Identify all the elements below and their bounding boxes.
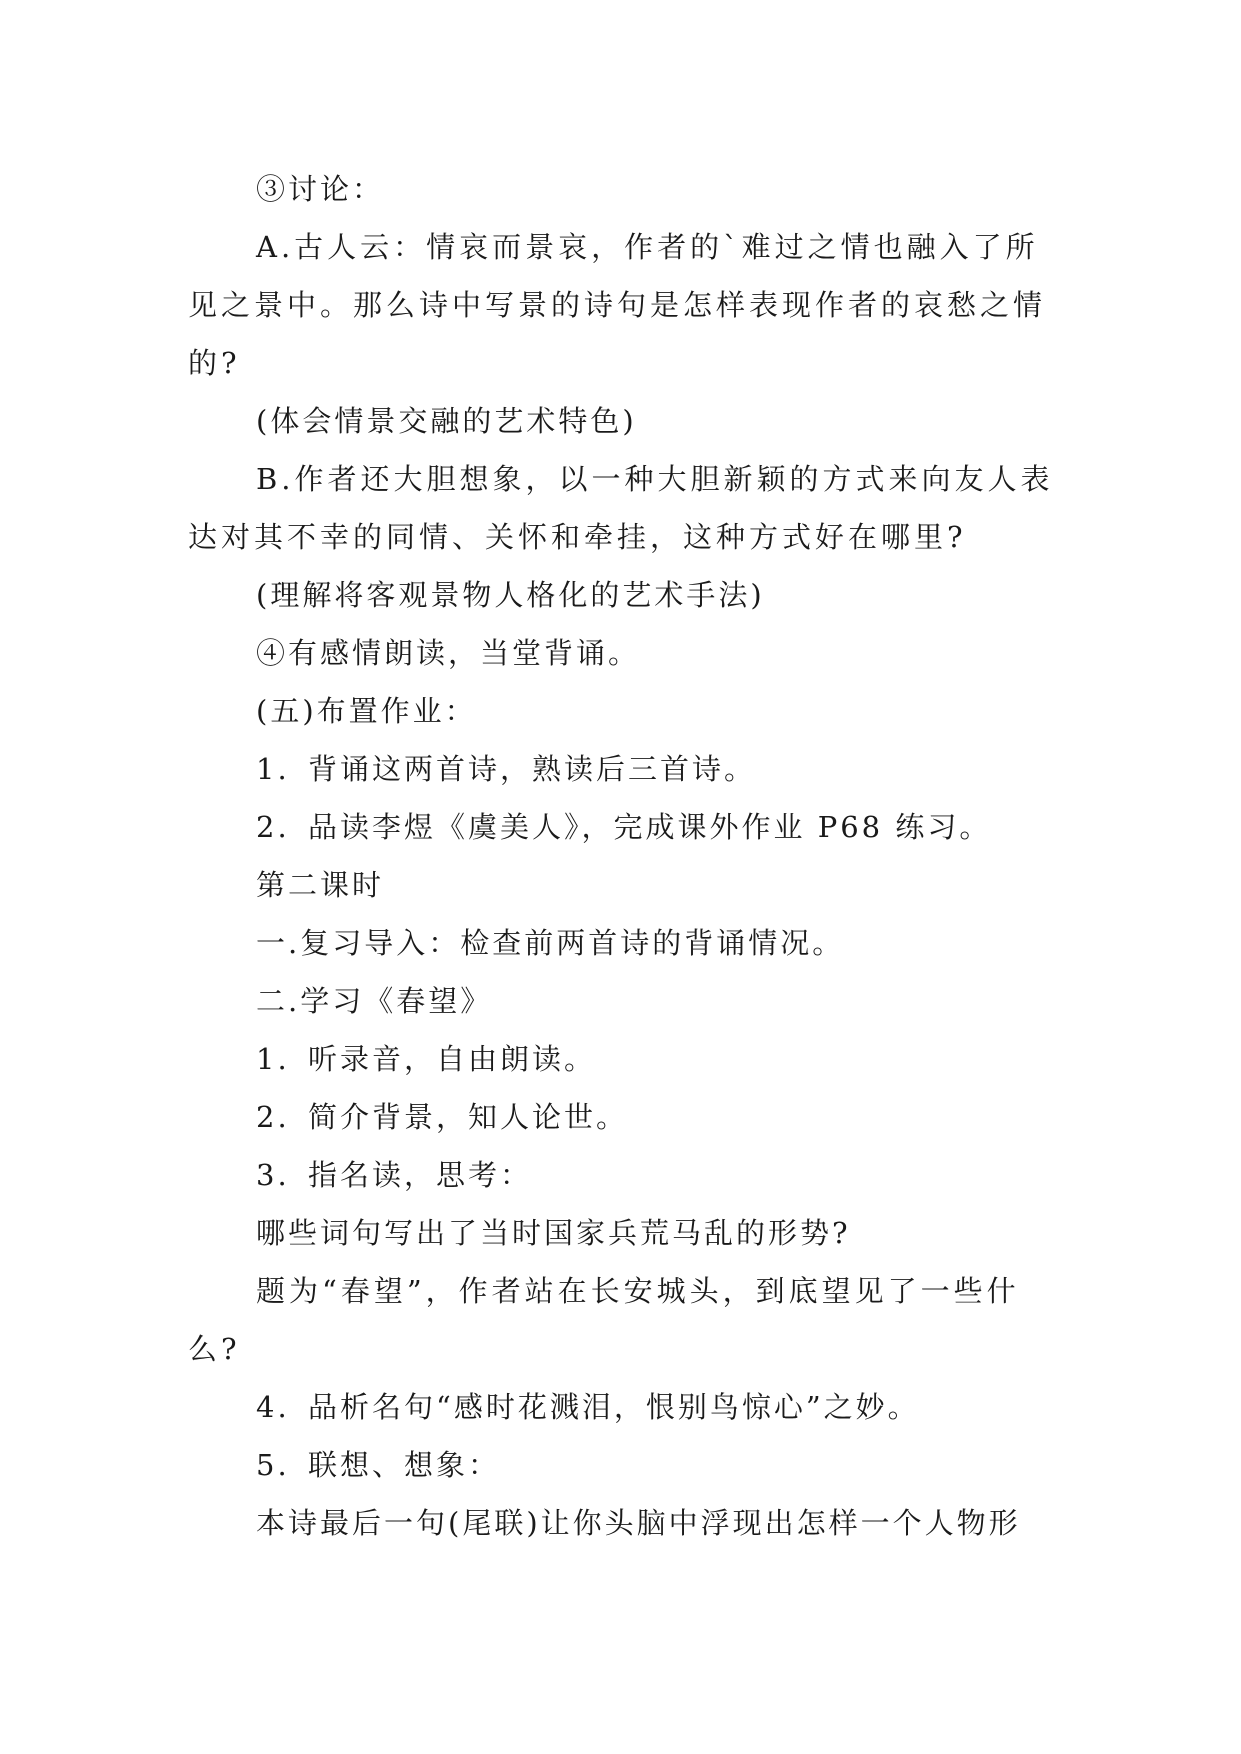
list-item-step-3 — [188, 1146, 1058, 1204]
list-number: 4. — [256, 1390, 290, 1424]
list-text: 听录音，自由朗读。 — [308, 1042, 597, 1076]
list-number: 1. — [256, 752, 290, 786]
list-text: 品析名句“感时花溅泪，恨别鸟惊心”之妙。 — [308, 1390, 920, 1424]
list-number: 1. — [256, 1042, 290, 1076]
list-text: 指名读，思考： — [308, 1158, 533, 1192]
list-item-step-1 — [188, 1030, 1058, 1088]
paragraph-question-situation: 哪些词句写出了当时国家兵荒马乱的形势? — [256, 1216, 851, 1250]
paragraph-discussion-heading: ③讨论： — [256, 172, 385, 206]
document-body — [188, 160, 1058, 1552]
list-text: 简介背景，知人论世。 — [308, 1100, 629, 1134]
paragraph-note-b: (理解将客观景物人格化的艺术手法) — [256, 578, 765, 612]
list-number: 2. — [256, 810, 290, 844]
paragraph-question-a: A.古人云：情哀而景哀，作者的`难过之情也融入了所见之景中。那么诗中写景的诗句是怎样表现作者的哀愁之情的? — [188, 230, 1047, 380]
paragraph-question-title: 题为“春望”，作者站在长安城头，到底望见了一些什么? — [188, 1274, 1020, 1366]
list-number: 2. — [256, 1100, 290, 1134]
list-number: 5. — [256, 1448, 290, 1482]
list-text: 联想、想象： — [308, 1448, 501, 1482]
list-item-step-2 — [188, 1088, 1058, 1146]
list-text: 背诵这两首诗，熟读后三首诗。 — [308, 752, 757, 786]
list-text: 品读李煜《虞美人》，完成课外作业 P68 练习。 — [308, 810, 992, 844]
list-item-homework-1 — [188, 740, 1058, 798]
paragraph-second-lesson: 第二课时 — [256, 868, 385, 902]
list-item-step-5 — [188, 1436, 1058, 1494]
paragraph-recite: ④有感情朗读，当堂背诵。 — [256, 636, 641, 670]
paragraph-review: 一.复习导入：检查前两首诗的背诵情况。 — [256, 926, 845, 960]
list-item-homework-2 — [188, 798, 1058, 856]
paragraph-homework-heading: (五)布置作业： — [256, 694, 477, 728]
paragraph-note-a: (体会情景交融的艺术特色) — [256, 404, 637, 438]
paragraph-question-b: B.作者还大胆想象，以一种大胆新颖的方式来向友人表达对其不幸的同情、关怀和牵挂，这种方式好在哪里? — [188, 462, 1054, 554]
list-number: 3. — [256, 1158, 290, 1192]
list-item-step-4 — [188, 1378, 1058, 1436]
paragraph-study-chunwang: 二.学习《春望》 — [256, 984, 493, 1018]
paragraph-imagination: 本诗最后一句(尾联)让你头脑中浮现出怎样一个人物形 — [256, 1506, 1021, 1540]
